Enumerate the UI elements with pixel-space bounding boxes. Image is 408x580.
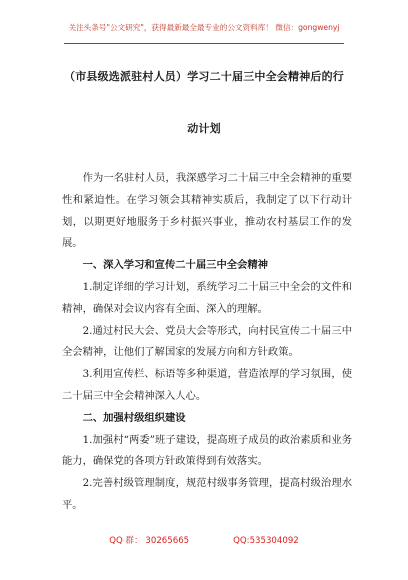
intro-paragraph: 作为一名驻村人员，我深感学习二十届三中全会精神的重要性和紧迫性。在学习领会其精神实质后，我制定了以下行动计划，以期更好地服务于乡村振兴事业，推动农村基层工作的发展。 [62, 172, 352, 250]
document-body [62, 168, 352, 517]
section2-item-1: 1.加强村“两委”班子建设，提高班子成员的政治素质和业务能力，确保党的各项方针政策得到有效落实。 [62, 433, 352, 468]
section1-item-3: 3.利用宣传栏、标语等多种渠道，营造浓厚的学习氛围，使二十届三中全会精神深入人心。 [62, 368, 352, 402]
footer-contact [0, 534, 408, 546]
footer-qq-group: QQ 群： 30265665 [109, 536, 190, 546]
section2-item-2: 2.完善村级管理制度，规范村级事务管理，提高村级治理水平。 [62, 477, 352, 511]
header-divider [64, 43, 344, 44]
footer-qq: QQ:535304092 [233, 536, 299, 546]
section2-heading: 二、加强村级组织建设 [82, 411, 186, 424]
section1-item-2: 2.通过村民大会、党员大会等形式，向村民宣传二十届三中全会精神，让他们了解国家的发展方向和方针政策。 [62, 324, 352, 359]
document-title-line2: 动计划 [187, 122, 221, 135]
section1-heading: 一、深入学习和宣传二十届三中全会精神 [82, 259, 268, 272]
document-title-line1: （市县级选派驻村人员）学习二十届三中全会精神后的行 [64, 70, 344, 83]
promo-note: 关注头条号"公文研究"，获得最新最全最专业的公文资料库！ 微信：gongwenyj [68, 23, 340, 32]
section1-item-1: 1.制定详细的学习计划，系统学习二十届三中全会的文件和精神，确保对会议内容有全面、深入的理解。 [62, 280, 352, 315]
